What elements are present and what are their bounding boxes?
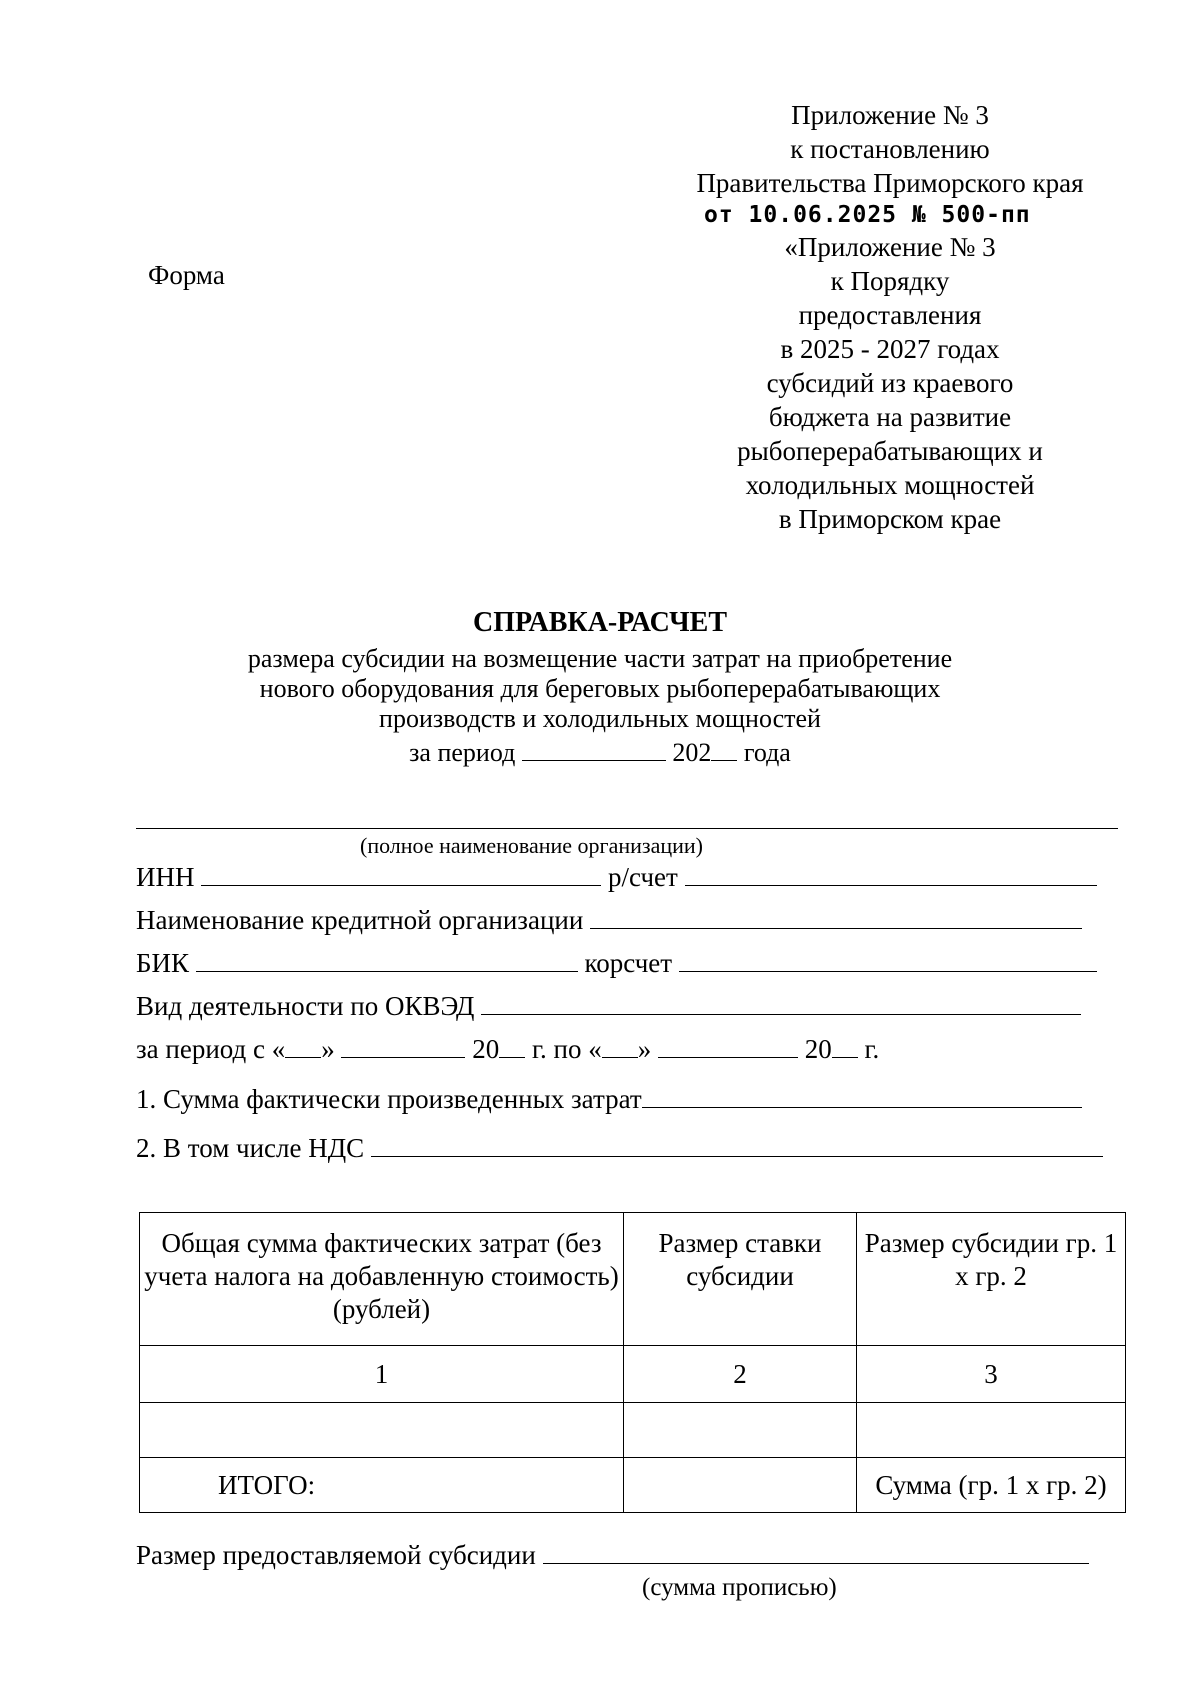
- total-label: ИТОГО:: [140, 1458, 624, 1513]
- in-words-caption: (сумма прописью): [642, 1574, 837, 1601]
- inn-row: [136, 860, 1097, 894]
- header-subsidy: Размер субсидии гр. 1 x гр. 2: [857, 1213, 1126, 1346]
- account-field[interactable]: [685, 861, 1097, 886]
- period-year: 202: [672, 738, 712, 767]
- org-name-field[interactable]: [136, 828, 1118, 829]
- header-rate: Размер ставки субсидии: [624, 1213, 857, 1346]
- appendix-line: холодильных мощностей: [745, 470, 1035, 500]
- appendix-line: «Приложение № 3: [784, 232, 996, 262]
- inn-label: ИНН: [136, 862, 195, 892]
- item2-row: [136, 1131, 1103, 1165]
- period-range-row: [136, 1032, 879, 1066]
- appendix-line: в 2025 - 2027 годах: [780, 334, 1000, 364]
- from-month-field[interactable]: [341, 1033, 465, 1058]
- period-prefix: за период: [409, 738, 516, 767]
- appendix-line: Правительства Приморского края: [696, 168, 1084, 198]
- table-total-row: [140, 1458, 1126, 1513]
- appendix-block: [690, 98, 1090, 536]
- bank-row: [136, 903, 1082, 937]
- table-cell[interactable]: [624, 1458, 857, 1513]
- account-label: р/счет: [608, 862, 678, 892]
- org-name-caption: (полное наименование организации): [360, 833, 703, 858]
- subtitle-line-1: размера субсидии на возмещение части затрат на приобретение: [247, 644, 953, 673]
- corr-account-label: корсчет: [584, 948, 673, 978]
- appendix-line: предоставления: [798, 300, 982, 330]
- bik-field[interactable]: [196, 947, 578, 972]
- appendix-line: к Порядку: [830, 266, 950, 296]
- bank-name-label: Наименование кредитной организации: [136, 905, 584, 935]
- column-number: 1: [140, 1346, 624, 1403]
- column-number: 2: [624, 1346, 857, 1403]
- from-day-field[interactable]: [285, 1033, 321, 1058]
- quote-close: »: [321, 1034, 335, 1064]
- appendix-line: рыбоперерабатывающих и: [737, 436, 1043, 466]
- appendix-line: в Приморском крае: [778, 504, 1002, 534]
- appendix-line: субсидий из краевого: [766, 368, 1014, 398]
- table-header-row: [140, 1213, 1126, 1346]
- total-formula: Сумма (гр. 1 x гр. 2): [857, 1458, 1126, 1513]
- form-label: Форма: [148, 260, 225, 290]
- header-total-costs: Общая сумма фактических затрат (без учета налога на добавленную стоимость) (рублей): [140, 1213, 624, 1346]
- appendix-line: бюджета на развитие: [768, 402, 1012, 432]
- item2-label: 2. В том числе НДС: [136, 1133, 365, 1163]
- bank-name-field[interactable]: [590, 904, 1082, 929]
- table-cell[interactable]: [857, 1403, 1126, 1458]
- bik-label: БИК: [136, 948, 190, 978]
- bik-row: [136, 946, 1097, 980]
- from-year-prefix: 20: [472, 1034, 500, 1064]
- corr-account-field[interactable]: [679, 947, 1097, 972]
- resolution-stamp: от 10.06.2025 № 500-пп: [704, 202, 1031, 228]
- table-cell[interactable]: [140, 1403, 624, 1458]
- okved-label: Вид деятельности по ОКВЭД: [136, 991, 475, 1021]
- item1-field[interactable]: [642, 1083, 1082, 1108]
- to-year-field[interactable]: [832, 1033, 858, 1058]
- table-column-numbers: [140, 1346, 1126, 1403]
- table-row: [140, 1403, 1126, 1458]
- item1-label: 1. Сумма фактически произведенных затрат: [136, 1084, 642, 1114]
- to-month-field[interactable]: [658, 1033, 798, 1058]
- period-from-label: за период с «: [136, 1034, 286, 1064]
- subsidy-label: Размер предоставляемой субсидии: [136, 1540, 536, 1570]
- table-cell[interactable]: [624, 1403, 857, 1458]
- year-blank[interactable]: [711, 736, 737, 761]
- to-day-field[interactable]: [602, 1033, 638, 1058]
- to-year-prefix: 20: [804, 1034, 832, 1064]
- item2-field[interactable]: [371, 1132, 1103, 1157]
- quote-close: »: [637, 1034, 652, 1064]
- document-title: СПРАВКА-РАСЧЕТ: [472, 607, 728, 638]
- year-end-label: г.: [864, 1034, 880, 1064]
- inn-field[interactable]: [201, 861, 601, 886]
- subsidy-row: [136, 1538, 1089, 1572]
- okved-row: [136, 989, 1081, 1023]
- period-suffix: года: [743, 738, 791, 767]
- column-number: 3: [857, 1346, 1126, 1403]
- calculation-table: [139, 1212, 1126, 1513]
- okved-field[interactable]: [481, 990, 1081, 1015]
- appendix-line: Приложение № 3: [791, 100, 989, 130]
- to-label: г. по «: [531, 1034, 602, 1064]
- period-blank[interactable]: [522, 736, 666, 761]
- from-year-field[interactable]: [499, 1033, 525, 1058]
- subsidy-amount-field[interactable]: [543, 1539, 1089, 1564]
- period-line: [0, 736, 1200, 768]
- subtitle-line-2: нового оборудования для береговых рыбоперерабатывающих: [259, 674, 941, 703]
- appendix-line: к постановлению: [790, 134, 990, 164]
- subtitle-line-3: производств и холодильных мощностей: [379, 704, 821, 733]
- item1-row: [136, 1082, 1082, 1116]
